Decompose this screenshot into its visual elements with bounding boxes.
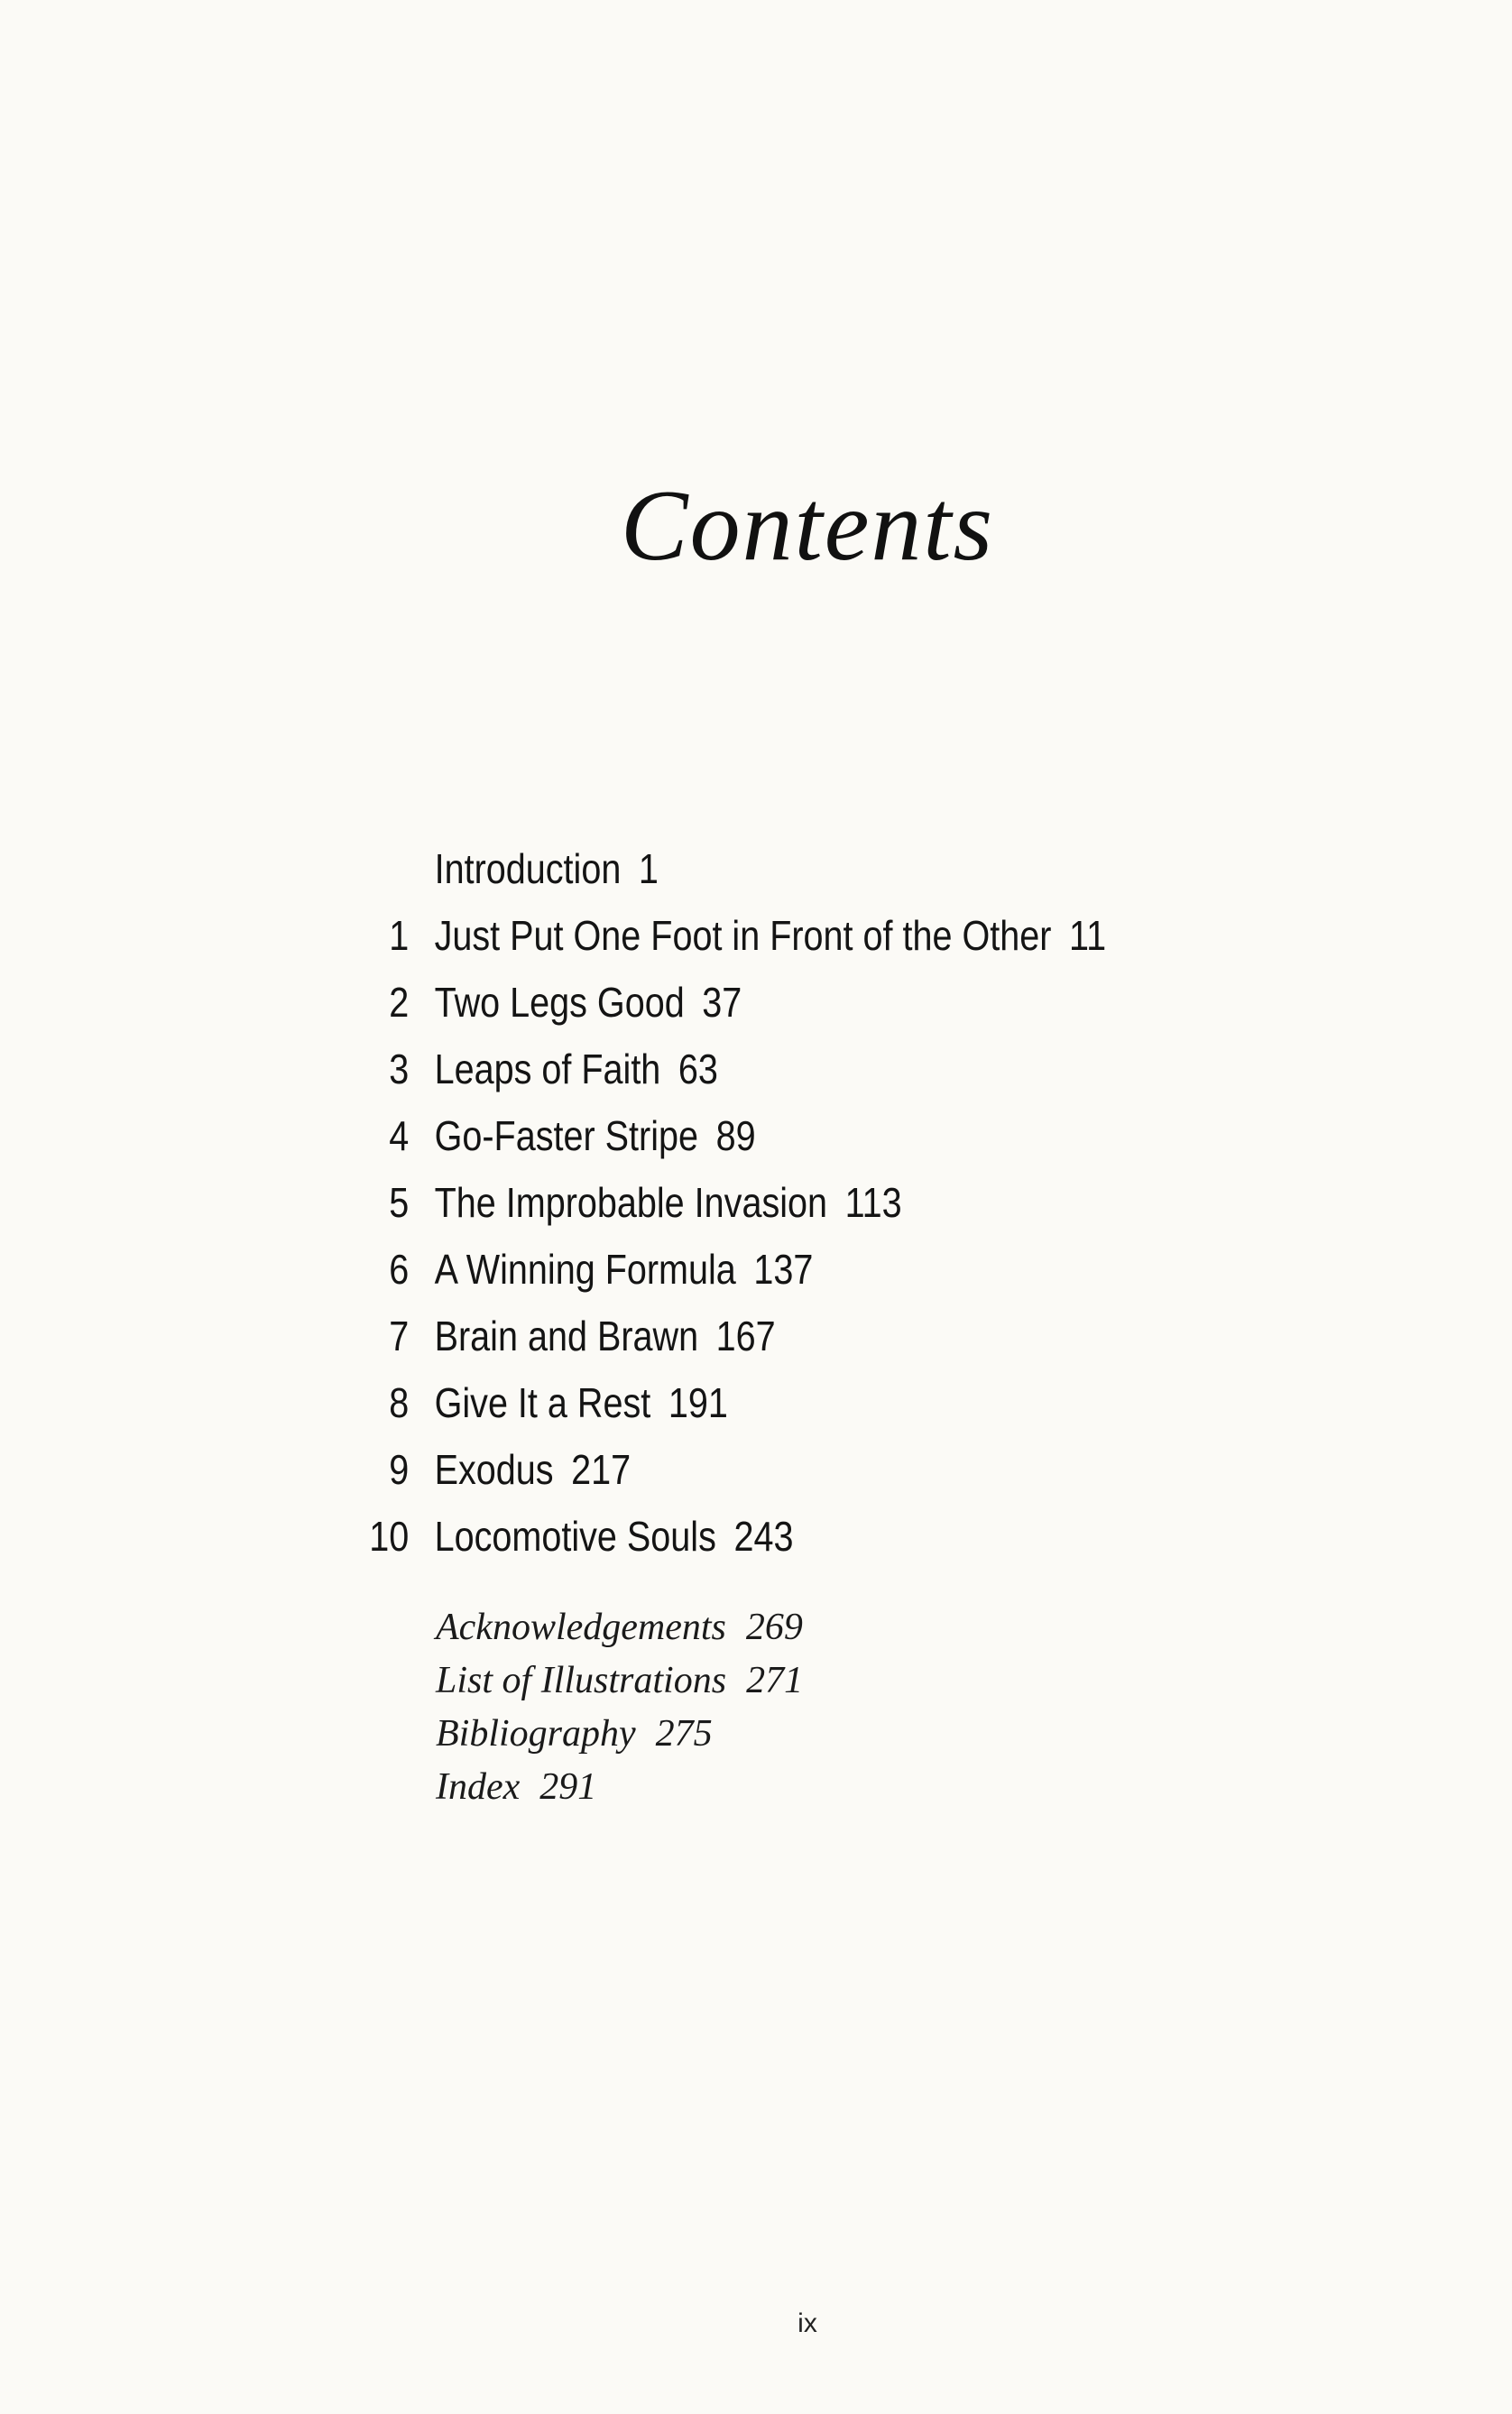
chapter-title: Brain and Brawn: [434, 1313, 699, 1359]
back-matter-index[interactable]: [436, 1760, 596, 1814]
back-matter-title: Index: [436, 1766, 521, 1808]
chapter-page: 1: [638, 845, 659, 892]
back-matter-page: 291: [539, 1766, 597, 1808]
chapter-number: 3: [389, 1046, 410, 1092]
chapter-title: Give It a Rest: [434, 1379, 651, 1426]
page-title: Contents: [620, 470, 995, 582]
chapter-page: 243: [733, 1513, 794, 1560]
chapter-page: 89: [715, 1112, 756, 1159]
chapter-number: 7: [389, 1313, 410, 1359]
back-matter-title: List of Illustrations: [436, 1660, 727, 1701]
chapter-page: 63: [678, 1046, 718, 1092]
toc-entry-chapter-8[interactable]: [0, 1376, 1300, 1430]
back-matter-title: Bibliography: [436, 1713, 636, 1755]
chapter-page: 37: [702, 979, 742, 1026]
toc-entry-chapter-3[interactable]: [0, 1042, 1300, 1096]
chapter-number: 9: [389, 1446, 410, 1493]
chapter-page: 113: [844, 1179, 902, 1226]
chapter-title: Locomotive Souls: [434, 1513, 716, 1560]
chapter-page: 11: [1069, 912, 1107, 959]
toc-entry-chapter-2[interactable]: [0, 975, 1300, 1029]
chapter-page: 167: [715, 1313, 776, 1359]
back-matter-title: Acknowledgements: [436, 1607, 726, 1648]
toc-entry-chapter-9[interactable]: [0, 1442, 1300, 1497]
back-matter-acknowledgements[interactable]: [436, 1600, 803, 1654]
toc-entry-introduction[interactable]: [0, 842, 1300, 896]
back-matter-list-of-illustrations[interactable]: [436, 1654, 803, 1708]
chapter-number: 4: [389, 1112, 410, 1159]
chapter-number: 8: [389, 1379, 410, 1426]
chapter-number: 1: [389, 912, 410, 959]
back-matter-page: 275: [655, 1713, 713, 1755]
chapter-title: Go-Faster Stripe: [434, 1112, 698, 1159]
chapter-number: 2: [389, 979, 410, 1026]
chapter-title: Leaps of Faith: [434, 1046, 661, 1092]
chapter-page: 137: [753, 1246, 814, 1293]
toc-entry-chapter-10[interactable]: [0, 1509, 1300, 1563]
chapter-number: 10: [369, 1513, 410, 1560]
toc-entry-chapter-6[interactable]: [0, 1242, 1300, 1296]
chapter-page: 217: [571, 1446, 632, 1493]
chapter-title: Exodus: [434, 1446, 554, 1493]
back-matter-bibliography[interactable]: [436, 1707, 713, 1761]
back-matter-page: 269: [745, 1607, 803, 1648]
toc-entry-chapter-1[interactable]: [0, 908, 1300, 963]
toc-entry-chapter-7[interactable]: [0, 1309, 1300, 1363]
chapter-title: Introduction: [434, 845, 622, 892]
toc-entry-chapter-5[interactable]: [0, 1175, 1300, 1230]
chapter-title: A Winning Formula: [434, 1246, 736, 1293]
chapter-title: Two Legs Good: [434, 979, 685, 1026]
chapter-title: Just Put One Foot in Front of the Other: [434, 912, 1052, 959]
chapter-page: 191: [668, 1379, 728, 1426]
chapter-title: The Improbable Invasion: [434, 1179, 828, 1226]
chapter-number: 6: [389, 1246, 410, 1293]
toc-entry-chapter-4[interactable]: [0, 1109, 1300, 1163]
back-matter-page: 271: [746, 1660, 804, 1701]
chapter-number: 5: [389, 1179, 410, 1226]
page-number: ix: [797, 2308, 817, 2338]
